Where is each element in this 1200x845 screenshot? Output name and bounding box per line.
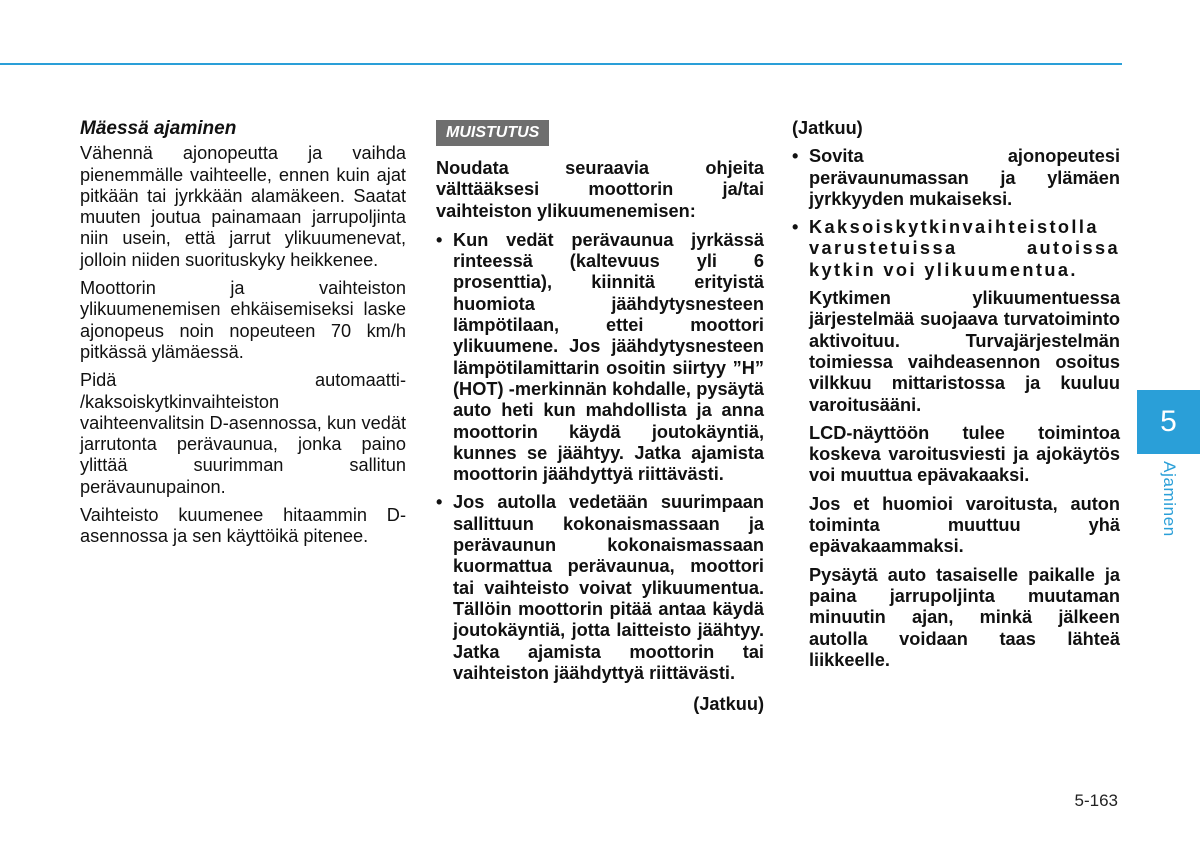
- body-paragraph: Pidä automaatti- /kaksoiskytkinvaihteiston vaihteenvalitsin D-asennossa, kun vedät jarrutonta perävaunua, jonka paino ylittää suurimman sallitun perävaunupainon.: [80, 370, 406, 497]
- right-column: [792, 118, 1120, 678]
- left-column: [80, 118, 406, 555]
- notice-bullet-list: [436, 230, 764, 684]
- body-paragraph: Kytkimen ylikuumentuessa järjestelmää suojaava turvatoiminto aktivoituu. Turvajärjestelmän toimiessa vaihdeasennon osoitus vilkkuu mittaristossa ja kuuluu varoitusääni.: [809, 288, 1120, 415]
- notice-badge: MUISTUTUS: [436, 120, 549, 146]
- notice-intro: Noudata seuraavia ohjeita välttääksesi moottorin ja/tai vaihteiston ylikuumenemisen:: [436, 158, 764, 221]
- list-item: • Jos autolla vedetään suurimpaan sallittuun kokonaismassaan ja perävaunun kokonaismassaan kuormattua perävaunua, moottori tai vaihteisto voivat ylikuumentua. Tällöin moottorin pitää antaa käydä joutokäyntiä, jotta laitteisto jäähtyy. Jatka ajamista moottorin tai vaihteiston jäähdyttyä riittävästi.: [436, 492, 764, 684]
- body-paragraph: Pysäytä auto tasaiselle paikalle ja paina jarrupoljinta muutaman minuutin ajan, minkä jälkeen autolla voidaan taas lähteä liikkeelle.: [809, 564, 1120, 670]
- body-paragraph: Vähennä ajonopeutta ja vaihda pienemmälle vaihteelle, ennen kuin ajat pitkään tai jyrkkään alamäkeen. Saatat muuten joutua painamaan jarrupoljinta niin usein, että jarrut ylikuumenevat, jolloin niiden suorituskyky heikkenee.: [80, 143, 406, 270]
- continued-label: (Jatkuu): [693, 694, 764, 715]
- list-item-text: Kaksoiskytkinvaihteistolla varustetuissa autoissa kytkin voi ylikuumentua.: [809, 217, 1120, 280]
- header-rule: [0, 63, 1122, 65]
- body-paragraph: Jos et huomioi varoitusta, auton toiminta muuttuu yhä epävakaammaksi.: [809, 493, 1120, 557]
- list-item: [792, 217, 1120, 281]
- continued-label: (Jatkuu): [792, 118, 863, 138]
- list-item: • Sovita ajonopeutesi perävaunumassan ja ylämäen jyrkkyyden mukaiseksi.: [792, 146, 1120, 210]
- list-item: • Kun vedät perävaunua jyrkässä rinteessä (kaltevuus yli 6 prosenttia), kiinnitä erityistä huomiota jäähdytysnesteen lämpötilaan, ettei moottori ylikuumene. Jos jäähdytysnesteen lämpötilamittarin osoitin siirtyy ”H” (HOT) -merkinnän kohdalle, pysäytä auto heti kun mahdollista ja anna moottorin käydä joutokäyntiä, kunnes se jäähtyy. Jatka ajamista moottorin jäähdyttyä riittävästi.: [436, 230, 764, 486]
- chapter-number-tab: 5: [1137, 390, 1200, 454]
- chapter-title: Ajaminen: [1159, 461, 1179, 537]
- page-number: 5-163: [1074, 791, 1118, 810]
- chapter-title-tab: [1137, 454, 1200, 544]
- body-paragraph: Moottorin ja vaihteiston ylikuumenemisen ehkäisemiseksi laske ajonopeus noin nopeuteen 70 km/h pitkässä ylämäessä.: [80, 278, 406, 362]
- body-paragraph: Vaihteisto kuumenee hitaammin D-asennossa ja sen käyttöikä pitenee.: [80, 505, 406, 547]
- middle-column: [436, 118, 764, 722]
- body-paragraph: LCD-näyttöön tulee toimintoa koskeva varoitusviesti ja ajokäytös voi muuttua epävakaaksi.: [809, 422, 1120, 486]
- section-heading: Mäessä ajaminen: [80, 118, 237, 139]
- notice-bullet-list: [792, 146, 1120, 281]
